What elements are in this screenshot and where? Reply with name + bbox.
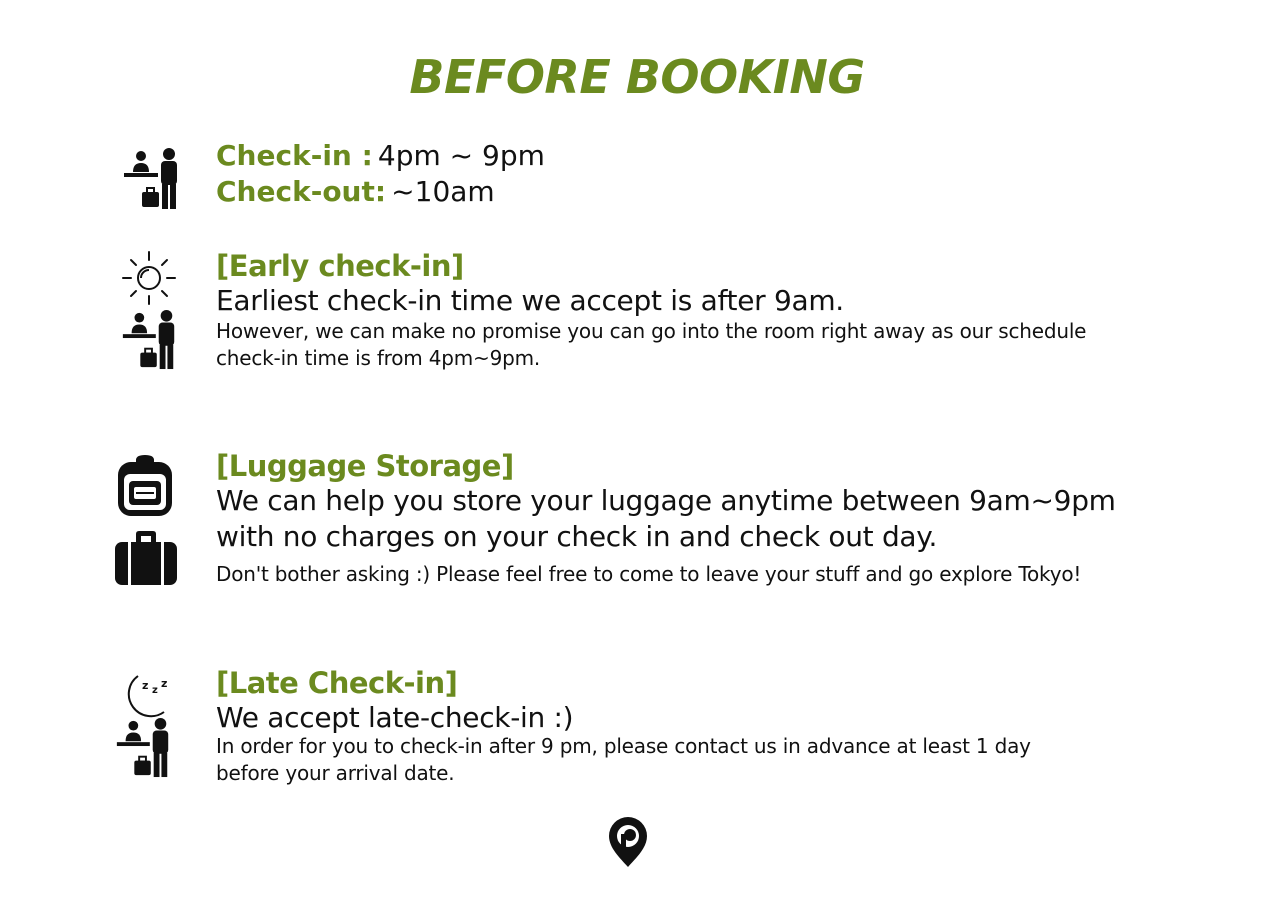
checkin-label: Check-in :: [216, 139, 373, 172]
checkout-label: Check-out:: [216, 175, 387, 208]
suitcase-icon: [114, 530, 178, 586]
reception-desk-icon: [122, 146, 182, 210]
early-checkin-lead: Earliest check-in time we accept is after 9am.: [216, 284, 844, 317]
backpack-icon: [114, 454, 176, 518]
page-title: BEFORE BOOKING: [409, 50, 865, 104]
luggage-heading: [Luggage Storage]: [216, 449, 514, 483]
svg-text:z: z: [152, 685, 158, 696]
reception-desk-icon: [114, 716, 174, 778]
early-checkin-heading: [Early check-in]: [216, 249, 464, 283]
sun-icon: [120, 250, 178, 306]
luggage-note: Don't bother asking :) Please feel free to come to leave your stuff and go explore Tokyo!: [216, 562, 1082, 586]
late-checkin-note-line2: before your arrival date.: [216, 761, 455, 785]
late-checkin-lead: We accept late-check-in :): [216, 701, 574, 734]
moon-sleep-icon: [120, 672, 176, 720]
late-checkin-note-line1: In order for you to check-in after 9 pm, please contact us in advance at least 1 day: [216, 734, 1031, 758]
early-checkin-note-line1: However, we can make no promise you can go into the room right away as our schedule: [216, 319, 1087, 343]
checkin-value: 4pm ~ 9pm: [377, 139, 545, 172]
location-pin-logo: [607, 816, 649, 868]
luggage-lead-line2: with no charges on your check in and check out day.: [216, 520, 938, 553]
late-checkin-heading: [Late Check-in]: [216, 666, 458, 700]
luggage-lead-line1: We can help you store your luggage anytime between 9am~9pm: [216, 484, 1116, 517]
early-checkin-note-line2: check-in time is from 4pm~9pm.: [216, 346, 541, 370]
svg-text:z: z: [161, 677, 168, 690]
checkout-value: ~10am: [391, 175, 495, 208]
reception-desk-icon: [120, 308, 180, 370]
svg-text:z: z: [142, 679, 149, 692]
